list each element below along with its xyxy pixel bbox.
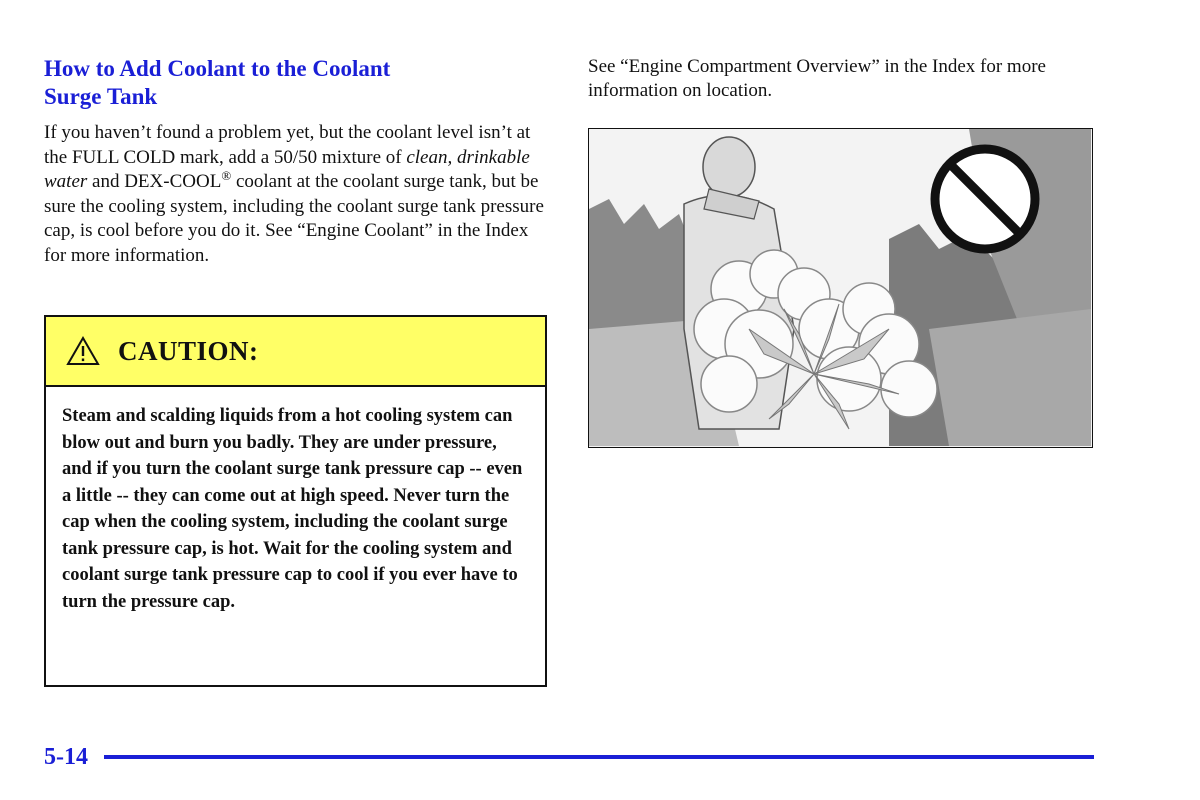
location-reference-text: See “Engine Compartment Overview” in the Index for more information on location. bbox=[588, 56, 1046, 101]
intro-text-a: If you haven’t found a problem yet, but the coolant level isn’t at the FULL COLD mark, add a 50/50 mixture of bbox=[44, 122, 531, 168]
caution-header bbox=[46, 317, 545, 387]
illustration-art bbox=[589, 129, 1091, 446]
section-title bbox=[44, 55, 550, 111]
intro-text-c: coolant at the coolant surge tank, but be sure the cooling system, including the coolant surge tank pressure cap, is cool before you do it. See “Engine Coolant” in the Index for more information. bbox=[44, 171, 544, 266]
caution-label: CAUTION: bbox=[118, 335, 259, 366]
footer-rule bbox=[104, 755, 1094, 759]
prohibition-icon bbox=[935, 149, 1035, 249]
steam-warning-illustration bbox=[588, 128, 1093, 448]
left-column bbox=[44, 55, 550, 268]
intro-text-b: and DEX-COOL bbox=[87, 171, 222, 192]
caution-box bbox=[44, 315, 547, 687]
caution-text: Steam and scalding liquids from a hot cooling system can blow out and burn you badly. They are under pressure, and if you turn the coolant surge tank pressure cap -- even a little -- they can come out at high speed. Never turn the cap when the cooling system, including the coolant surge tank pressure cap, is hot. Wait for the cooling system and coolant surge tank pressure cap to cool if you ever have to turn the pressure cap. bbox=[62, 406, 523, 612]
section-title-line-1: How to Add Coolant to the Coolant bbox=[44, 56, 391, 81]
right-column bbox=[588, 55, 1093, 103]
registered-mark: ® bbox=[221, 168, 232, 183]
intro-paragraph bbox=[44, 121, 550, 268]
intro-text-emphasis: clean, drinkable water bbox=[44, 146, 530, 192]
section-title-line-2: Surge Tank bbox=[44, 84, 158, 109]
page-number: 5-14 bbox=[44, 744, 88, 770]
warning-triangle-icon bbox=[66, 336, 100, 366]
